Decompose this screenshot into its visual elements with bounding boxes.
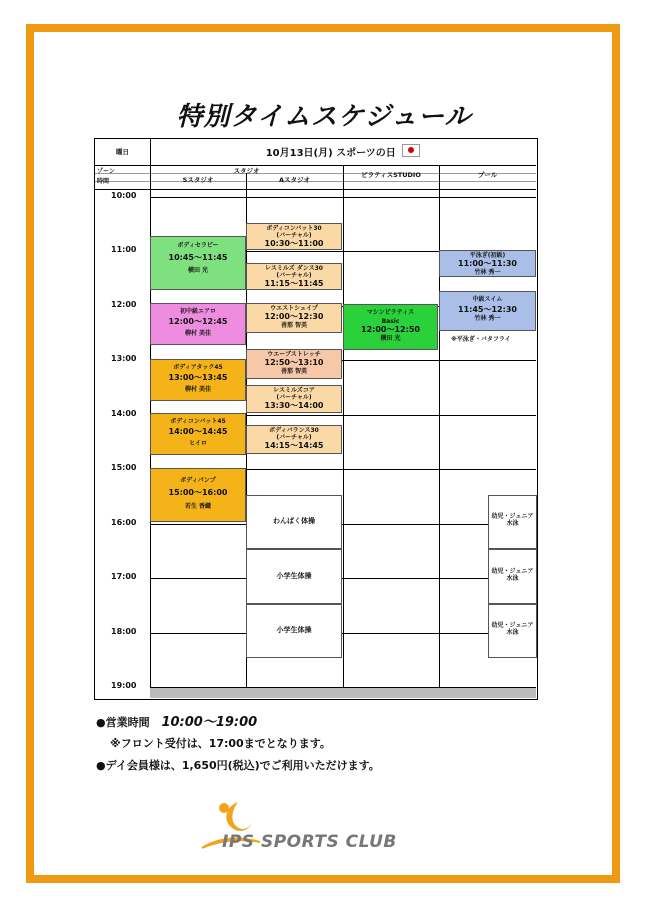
room-pool: プール	[477, 171, 498, 179]
class-sub: (バーチャル)	[276, 394, 312, 402]
class-instructor: 竹林 秀一	[474, 268, 501, 276]
class-block[interactable]	[150, 468, 246, 522]
class-name: ボディコンバット30	[266, 225, 322, 232]
class-sub: (バーチャル)	[276, 232, 312, 240]
class-name: レスミルズコア	[273, 387, 315, 394]
class-block[interactable]	[488, 495, 537, 549]
class-block[interactable]	[150, 303, 246, 345]
class-block[interactable]	[439, 291, 536, 331]
hour-line	[150, 197, 536, 198]
time-label-16: 16:00	[111, 518, 137, 527]
class-name: ボディバランス30	[269, 427, 319, 434]
class-name: ボディコンバット45	[170, 418, 226, 425]
class-block[interactable]	[246, 495, 342, 549]
class-time: 13:30～14:00	[264, 401, 324, 411]
class-time: 10:45～11:45	[168, 253, 228, 263]
class-time: 12:50～13:10	[264, 358, 324, 368]
class-block[interactable]	[246, 263, 342, 290]
class-time: 12:00～12:50	[361, 325, 420, 335]
class-name: マシンピラティス	[366, 309, 415, 316]
closing-band	[150, 687, 536, 698]
time-label-17: 17:00	[111, 572, 137, 581]
time-label-18: 18:00	[111, 627, 137, 636]
class-name: ボディパンプ	[180, 477, 216, 484]
room-pilates: ピラティスSTUDIO	[361, 171, 421, 179]
room-s-studio: Sスタジオ	[182, 176, 214, 184]
class-time: 12:00～12:30	[264, 312, 324, 322]
class-sub: Basic	[381, 318, 400, 326]
class-instructor: 横田 光	[187, 266, 209, 274]
class-instructor: 善那 智美	[280, 321, 308, 329]
class-block[interactable]	[246, 349, 342, 379]
page-title: 特別タイムスケジュール	[176, 102, 472, 132]
class-block[interactable]	[246, 549, 342, 604]
class-time: 14:00～14:45	[168, 427, 228, 437]
class-name: 幼児・ジュニア水泳	[491, 513, 534, 528]
class-instructor: 若生 香織	[184, 502, 212, 510]
class-time: 15:00～16:00	[168, 488, 228, 498]
class-name: ウエーブストレッチ	[267, 351, 321, 358]
time-label-19: 19:00	[111, 681, 137, 690]
class-name: 小学生体操	[276, 626, 312, 634]
class-time: 11:00～11:30	[458, 259, 517, 269]
day-member-note: ●デイ会員様は、1,650円(税込)でご利用いただけます。	[96, 759, 380, 772]
class-name: ボディセラピー	[177, 242, 219, 249]
pool-note: ※平泳ぎ・バタフライ	[451, 336, 511, 343]
class-name: ボディアタック45	[173, 364, 223, 371]
date-label: 10月13日(月) スポーツの日	[265, 148, 396, 159]
brand-name: IPS SPORTS CLUB	[222, 832, 397, 852]
time-label-15: 15:00	[111, 463, 137, 472]
class-block[interactable]	[488, 604, 537, 658]
class-block[interactable]	[343, 304, 438, 350]
hour-line	[150, 524, 536, 525]
room-a-studio: Aスタジオ	[278, 176, 311, 184]
class-block[interactable]	[150, 359, 246, 401]
studio-label: スタジオ	[233, 167, 260, 175]
hour-line	[150, 633, 536, 634]
class-time: 12:00～12:45	[168, 317, 228, 327]
class-block[interactable]	[246, 303, 342, 333]
class-name: 初中級エアロ	[179, 308, 216, 315]
class-sub: (バーチャル)	[276, 434, 312, 442]
class-name: レスミルズ ダンス30	[265, 265, 323, 272]
class-time: 11:45～12:30	[458, 305, 517, 315]
class-block[interactable]	[246, 385, 342, 413]
class-instructor: 柳村 美佳	[184, 385, 212, 393]
class-name: わんぱく体操	[273, 517, 315, 525]
time-label-12: 12:00	[111, 300, 137, 309]
class-time: 11:15～11:45	[264, 279, 324, 289]
hour-line	[150, 578, 536, 579]
class-name: 幼児・ジュニア水泳	[491, 568, 534, 583]
time-label-14: 14:00	[111, 409, 137, 418]
class-name: 中級スイム	[472, 296, 503, 303]
class-instructor: 善那 智美	[280, 367, 308, 375]
time-label-11: 11:00	[111, 245, 137, 254]
hours-label: ●営業時間	[96, 716, 150, 729]
time-label-10: 10:00	[111, 191, 137, 200]
class-name: 小学生体操	[276, 572, 312, 580]
class-instructor: 竹林 秀一	[474, 314, 501, 322]
day-label: 曜日	[116, 148, 129, 156]
class-name: 幼児・ジュニア水泳	[491, 622, 534, 637]
class-block[interactable]	[246, 604, 342, 658]
class-time: 14:15～14:45	[264, 441, 324, 451]
class-instructor: 横田 光	[380, 334, 401, 342]
date-header	[150, 144, 536, 159]
time-label-13: 13:00	[111, 354, 137, 363]
business-hours	[96, 711, 257, 730]
header-divider-4	[95, 189, 536, 190]
class-block[interactable]	[150, 413, 246, 455]
class-block[interactable]	[439, 250, 536, 277]
hours-value: 10:00～19:00	[161, 715, 258, 730]
col-line-3	[343, 165, 344, 698]
class-block[interactable]	[150, 236, 246, 290]
col-line-4	[439, 165, 440, 698]
class-instructor: ヒイロ	[189, 439, 207, 447]
class-name: 平泳ぎ(初級)	[469, 252, 506, 259]
class-block[interactable]	[246, 223, 342, 250]
class-block[interactable]	[246, 425, 342, 454]
class-time: 13:00～13:45	[168, 373, 228, 383]
class-sub: (バーチャル)	[276, 272, 312, 280]
front-note: ※フロント受付は、17:00までとなります。	[110, 737, 331, 750]
class-instructor: 柳村 美佳	[184, 329, 212, 337]
zone-label: ゾーン	[97, 168, 115, 175]
japan-flag-icon	[402, 144, 420, 157]
time-label: 時間	[97, 178, 110, 185]
class-time: 10:30～11:00	[264, 239, 324, 249]
class-name: ウエストシェイプ	[270, 305, 318, 312]
class-block[interactable]	[488, 549, 537, 604]
